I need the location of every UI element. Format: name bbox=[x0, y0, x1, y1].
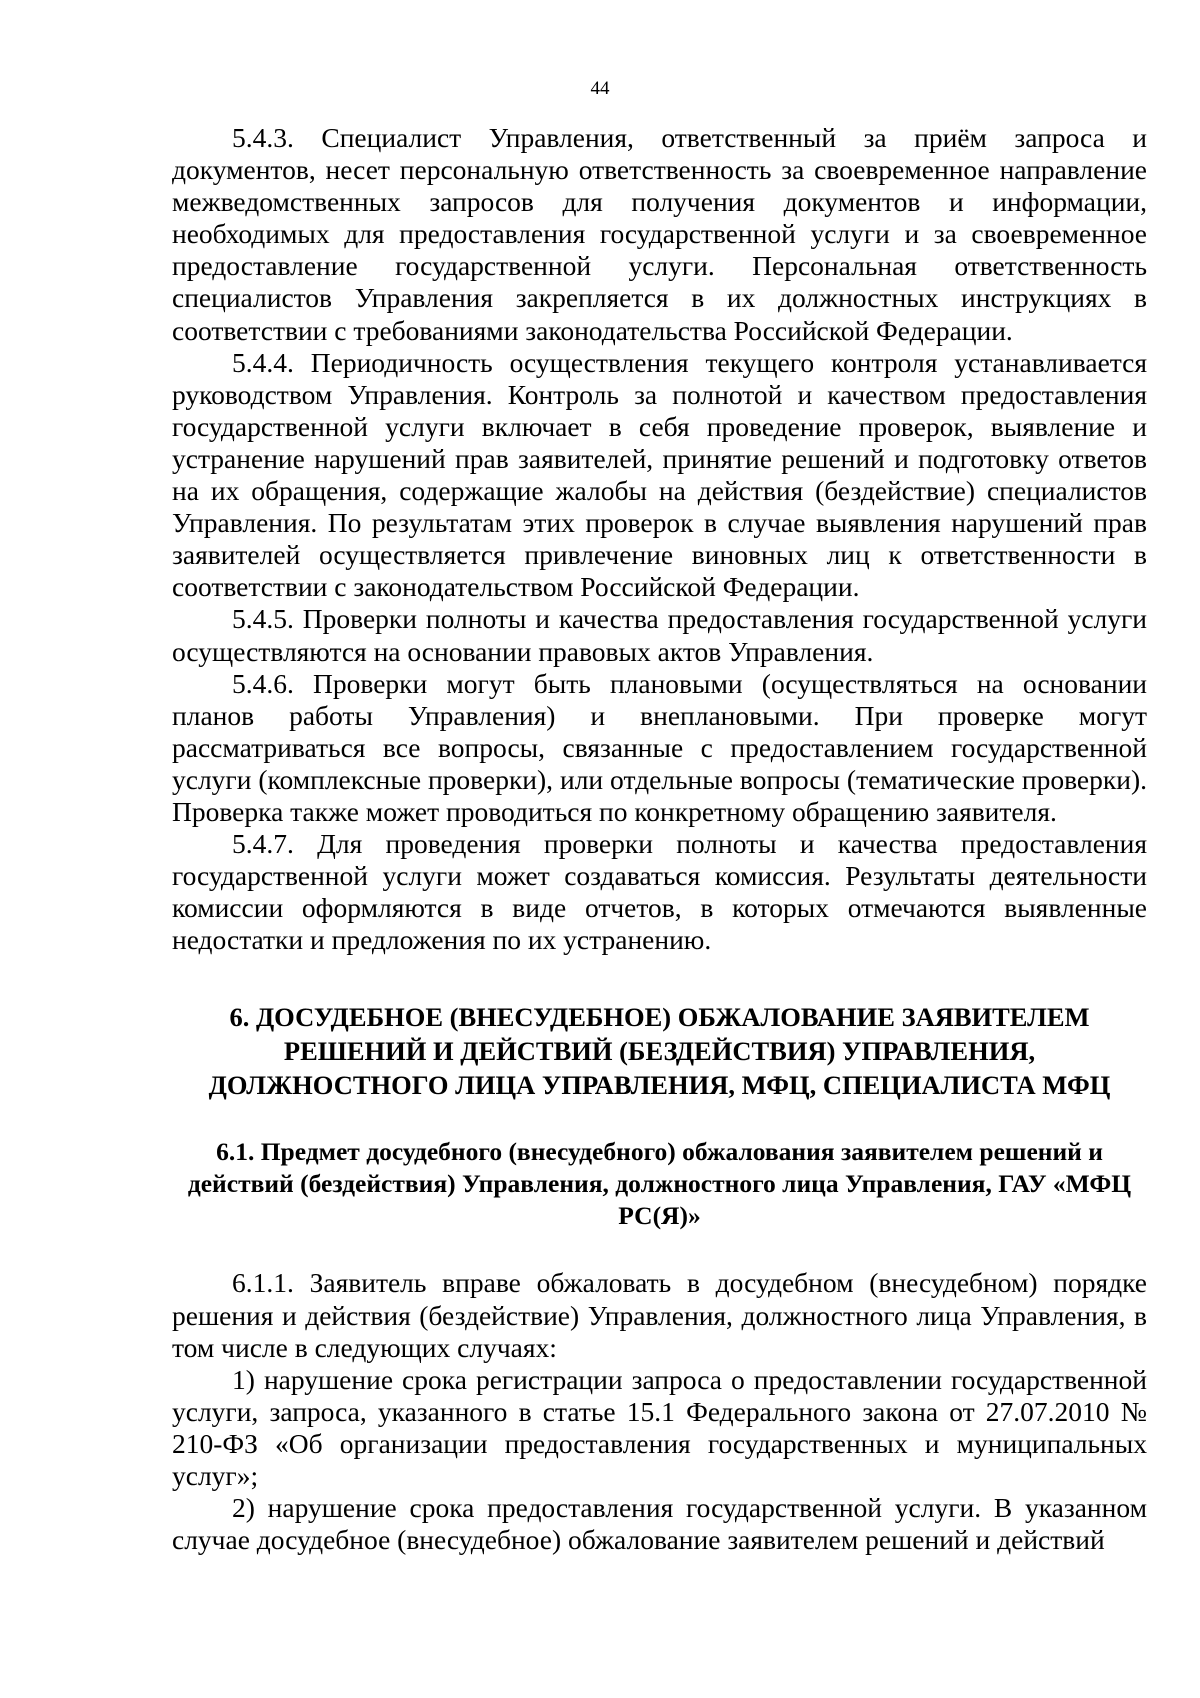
section-heading-6: 6. ДОСУДЕБНОЕ (ВНЕСУДЕБНОЕ) ОБЖАЛОВАНИЕ ЗАЯВИТЕЛЕМ РЕШЕНИЙ И ДЕЙСТВИЙ (БЕЗДЕЙСТВИЯ) УПРАВЛЕНИЯ, ДОЛЖНОСТНОГО ЛИЦА УПРАВЛЕНИЯ, МФЦ, СПЕЦИАЛИСТА МФЦ bbox=[208, 1002, 1111, 1101]
paragraph-5-4-3: 5.4.3. Специалист Управления, ответственный за приём запроса и документов, несет персональную ответственность за своевременное направление межведомственных запросов для получения документов и информации, необходимых для предоставления государственной услуги и за своевременное предоставление государственной услуги. Персональная ответственность специалистов Управления закрепляется в их должностных инструкциях в соответствии с требованиями законодательства Российской Федерации. bbox=[172, 122, 1147, 346]
list-item-1: 1) нарушение срока регистрации запроса о предоставлении государственной услуги, запроса, указанного в статье 15.1 Федерального закона от 27.07.2010 № 210-ФЗ «Об организации предоставления государственных и муниципальных услуг»; bbox=[172, 1363, 1147, 1491]
paragraph-5-4-7: 5.4.7. Для проведения проверки полноты и качества предоставления государственной услуги может создаваться комиссия. Результаты деятельности комиссии оформляются в виде отчетов, в которых отмечаются выявленные недостатки и предложения по их устранению. bbox=[172, 828, 1147, 956]
document-body bbox=[172, 122, 1147, 1556]
paragraph-5-4-6: 5.4.6. Проверки могут быть плановыми (осуществляться на основании планов работы Управления) и внеплановыми. При проверке могут рассматриваться все вопросы, связанные с предоставлением государственной услуги (комплексные проверки), или отдельные вопросы (тематические проверки). Проверка также может проводиться по конкретному обращению заявителя. bbox=[172, 667, 1147, 827]
paragraph-5-4-4: 5.4.4. Периодичность осуществления текущего контроля устанавливается руководством Управления. Контроль за полнотой и качеством предоставления государственной услуги включает в себя проведение проверок, выявление и устранение нарушений прав заявителей, принятие решений и подготовку ответов на их обращения, содержащие жалобы на действия (бездействие) специалистов Управления. По результатам этих проверок в случае выявления нарушений прав заявителей осуществляется привлечение виновных лиц к ответственности в соответствии с законодательством Российской Федерации. bbox=[172, 346, 1147, 603]
list-item-2: 2) нарушение срока предоставления государственной услуги. В указанном случае досудебное (внесудебное) обжалование заявителем решений и действий bbox=[172, 1492, 1147, 1556]
subsection-heading-6-1: 6.1. Предмет досудебного (внесудебного) обжалования заявителем решений и действий (бездействия) Управления, должностного лица Управления, ГАУ «МФЦ РС(Я)» bbox=[187, 1137, 1132, 1231]
page-number: 44 bbox=[590, 78, 610, 99]
paragraph-5-4-5: 5.4.5. Проверки полноты и качества предоставления государственной услуги осуществляются на основании правовых актов Управления. bbox=[172, 603, 1147, 667]
paragraph-6-1-1: 6.1.1. Заявитель вправе обжаловать в досудебном (внесудебном) порядке решения и действия (бездействие) Управления, должностного лица Управления, в том числе в следующих случаях: bbox=[172, 1267, 1147, 1363]
